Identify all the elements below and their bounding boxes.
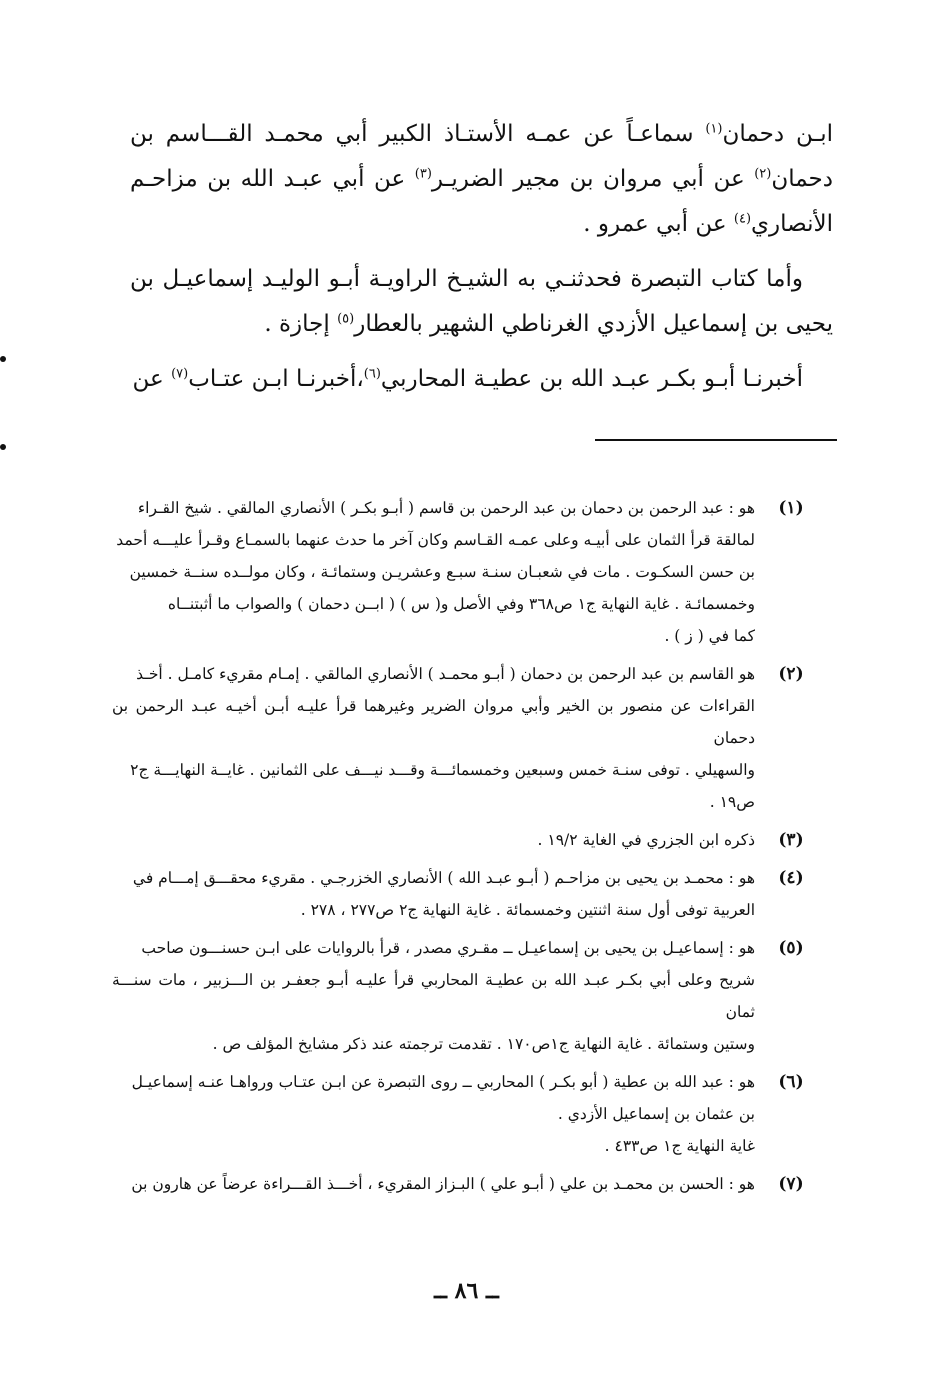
footnote <box>112 862 813 926</box>
footnote-ref[interactable]: (٧) <box>171 366 189 382</box>
footnote-line: ذكره ابن الجزري في الغاية ١٩/٢ . <box>537 831 755 849</box>
footnote-ref[interactable]: (١) <box>705 121 723 137</box>
footnote-ref[interactable]: (٢) <box>754 166 772 182</box>
paragraph-text: ابـن دحمان <box>722 121 833 147</box>
footnote-line: العربية توفى أول سنة اثنتين وخمسمائة . غاية النهاية ج٢ ص٢٧٧ ، ٢٧٨ . <box>300 901 755 919</box>
footnote <box>112 492 813 652</box>
paragraph <box>130 257 833 347</box>
footnote-line: هو : عبد الرحمن بن دحمان بن عبد الرحمن بن قاسم ( أبـو بكـر ) الأنصاري المالقي . شيخ القـراء <box>137 499 755 517</box>
margin-mark <box>0 444 6 450</box>
footnote-ref[interactable]: (٣) <box>414 166 432 182</box>
footnote-line: شريح وعلى أبي بكـر عبـد الله بن عطيـة المحاربي قرأ عليـه أبـو جعفـر بن الـــزبير ، مات سنـــة ثمان <box>112 971 755 1021</box>
paragraph-text: أخبرنـا أبـو بكـر عبـد الله بن عطيـة المحاربي <box>380 366 803 392</box>
paragraph-text: عن أبي مروان بن مجير الضريـر <box>431 166 755 192</box>
paragraph-text: سماعـاً عن عمـه الأستـاذ الكبير أبي محمـد القـــاسم بن دحمان <box>130 121 834 192</box>
footnote-separator <box>595 439 837 441</box>
footnote-number: (٥) <box>778 938 804 958</box>
footnote <box>112 1168 813 1200</box>
footnote-line: هو القاسم بن عبد الرحمن بن دحمان ( أبـو محمـد ) الأنصاري المالقي . إمـام مقريء كامـل . أخـذ <box>136 665 755 683</box>
footnote-number: (٧) <box>778 1174 804 1194</box>
footnote-line: لمالقة قرأ الثمان على أبيـه وعلى عمـه القـاسم وكان آخر ما حدث عنهما بالسمـاع وقـرأ عليـــه أحمد <box>116 531 755 549</box>
footnote-number: (٤) <box>778 868 804 888</box>
footnote-line: كما في ( ز ) . <box>664 627 755 645</box>
footnote-number: (٣) <box>778 830 804 850</box>
footnote-line: والسهيلي . توفى سنـة خمس وسبعين وخمسمائـــة وقـــد نيـــف على الثمانين . غايــة النهايـــة ج٢ <box>130 761 755 779</box>
footnote <box>112 824 813 856</box>
footnote-line: ص١٩ . <box>709 793 755 811</box>
paragraph <box>130 112 833 247</box>
footnote-line: بن عثمان بن إسماعيل الأزدي . <box>557 1105 755 1123</box>
footnote-line: غاية النهاية ج١ ص٤٣٣ . <box>604 1137 755 1155</box>
paragraph-text: إجازة . <box>264 311 338 337</box>
paragraph-text: عن <box>132 366 172 392</box>
paragraph-text: ،أخبرنـا ابـن عتـاب <box>188 366 364 392</box>
footnote-number: (١) <box>778 498 804 518</box>
footnote-ref[interactable]: (٤) <box>733 211 752 227</box>
footnote <box>112 932 813 1060</box>
paragraph <box>130 357 833 402</box>
footnote-line: هو : محمـد بن يحيى بن مزاحـم ( أبـو عبـد الله ) الأنصاري الخزرجـي . مقريء محقـــق إمـــام في <box>132 869 755 887</box>
footnote-line: هو : عبد الله بن عطية ( أبو بكـر ) المحاربي ــ روى التبصرة عن ابـن عتـاب وروا‌هـا عنـه إسماعيـل <box>131 1073 755 1091</box>
footnote-line: بن حسن السكـوت . مات في شعبـان سنـة سبـع وعشريـن وستمائـة ، وكان مولــده سنــة خمسين <box>129 563 755 581</box>
footnote-line: وستين وستمائة . غاية النهاية ج١ص١٧٠ . تقدمت ترجمته عند ذكر مشايخ المؤلف ص . <box>212 1035 755 1053</box>
paragraph-text: وأما كتاب التبصرة فحدثنـي به الشيـخ الراويـة أبـو الوليـد إسماعيـل بن يحيى بن إسماعيل الأزدي الغرناطي الشهير بالعطار <box>130 266 833 337</box>
footnote <box>112 658 813 818</box>
footnotes <box>112 492 813 1206</box>
footnote-line: القراءات عن منصور بن الخير وأبي مروان الضرير وغيرهما قرأ عليـه أبـن أخيـه عبـد الرحمن بن دحمان <box>112 697 755 747</box>
footnote-line: هو : الحسن بن محمـد بن علي ( أبـو علي ) البـزاز المقريء ، أخـــذ القـــراءة عرضاً عن هارون بن <box>131 1175 755 1193</box>
paragraph-text: عن أبي عبـد الله بن مزاحـم الأنصاري <box>130 166 833 237</box>
footnote-ref[interactable]: (٦) <box>363 366 381 382</box>
page-number: ــ ٨٦ ــ <box>434 1278 499 1304</box>
margin-mark <box>0 356 6 362</box>
footnote-number: (٢) <box>778 664 804 684</box>
footnote-number: (٦) <box>778 1072 804 1092</box>
footnote-line: هو : إسماعيـل بن يحيى بن إسماعيـل ــ مقـري مصدر ، قرأ بالروايات على ابـن حسنـــون صاحب <box>141 939 755 957</box>
footnote-line: وخمسمائـة . غاية النهاية ج١ ص٣٦٨ وفي الأصل و( س ) ( ابــن دحمان ) والصواب ما أثبتنــاه <box>167 595 755 613</box>
footnote <box>112 1066 813 1162</box>
footnote-ref[interactable]: (٥) <box>337 311 355 327</box>
main-text <box>130 112 833 412</box>
paragraph-text: عن أبي عمرو . <box>583 211 734 237</box>
